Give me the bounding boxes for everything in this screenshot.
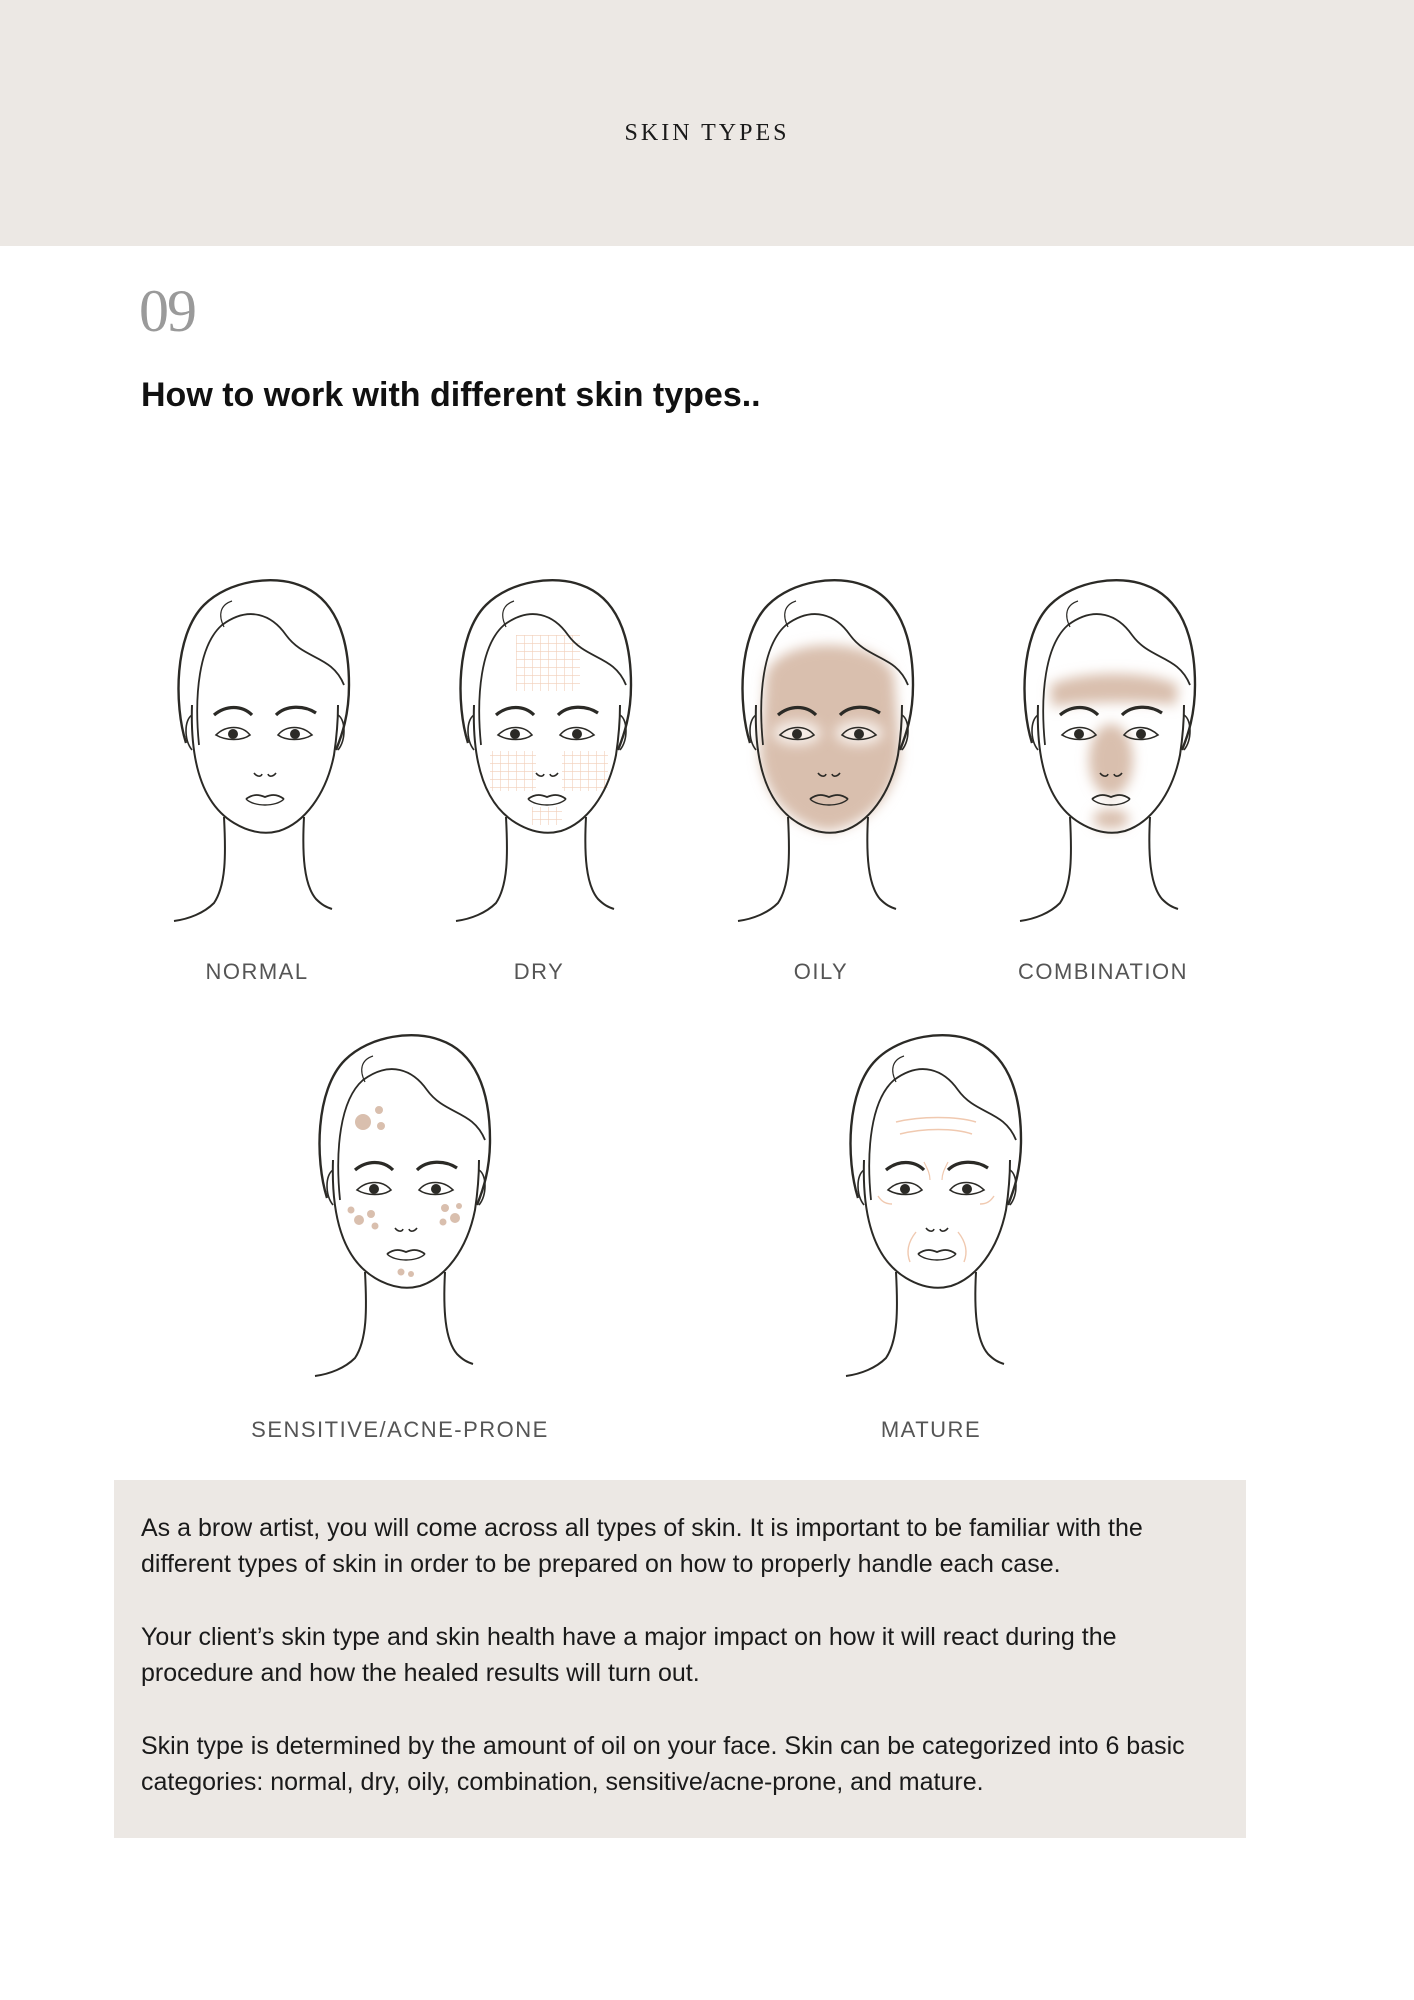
info-box — [114, 1480, 1246, 1838]
face-sensitive-icon — [295, 1010, 515, 1390]
info-paragraph-1: As a brow artist, you will come across all types of skin. It is important to be familiar with the different types of skin in order to be prepared on how to properly handle each case. — [141, 1514, 1143, 1578]
face-dry-icon — [436, 555, 656, 935]
label-sensitive: SENSITIVE/ACNE-PRONE — [251, 1417, 549, 1442]
label-dry: DRY — [513, 959, 565, 984]
label-normal: NORMAL — [205, 959, 309, 984]
face-oily-icon — [718, 555, 938, 935]
page-number: 09 — [139, 278, 195, 344]
label-oily: OILY — [793, 959, 849, 984]
page-heading: How to work with different skin types.. — [141, 376, 761, 414]
header-title: SKIN TYPES — [624, 120, 790, 146]
info-paragraph-2: Your client’s skin type and skin health have a major impact on how it will react during the procedure and how the healed results will turn out. — [141, 1623, 1117, 1687]
face-normal-icon — [154, 555, 374, 935]
label-combination: COMBINATION — [1017, 959, 1189, 984]
info-paragraph-3: Skin type is determined by the amount of oil on your face. Skin can be categorized into 6 basic categories: normal, dry, oily, combination, sensitive/acne-prone, and mature. — [141, 1732, 1185, 1796]
face-mature-icon — [826, 1010, 1046, 1390]
header-bar — [0, 0, 1414, 246]
face-combination-icon — [1000, 555, 1220, 935]
label-mature: MATURE — [880, 1417, 982, 1442]
